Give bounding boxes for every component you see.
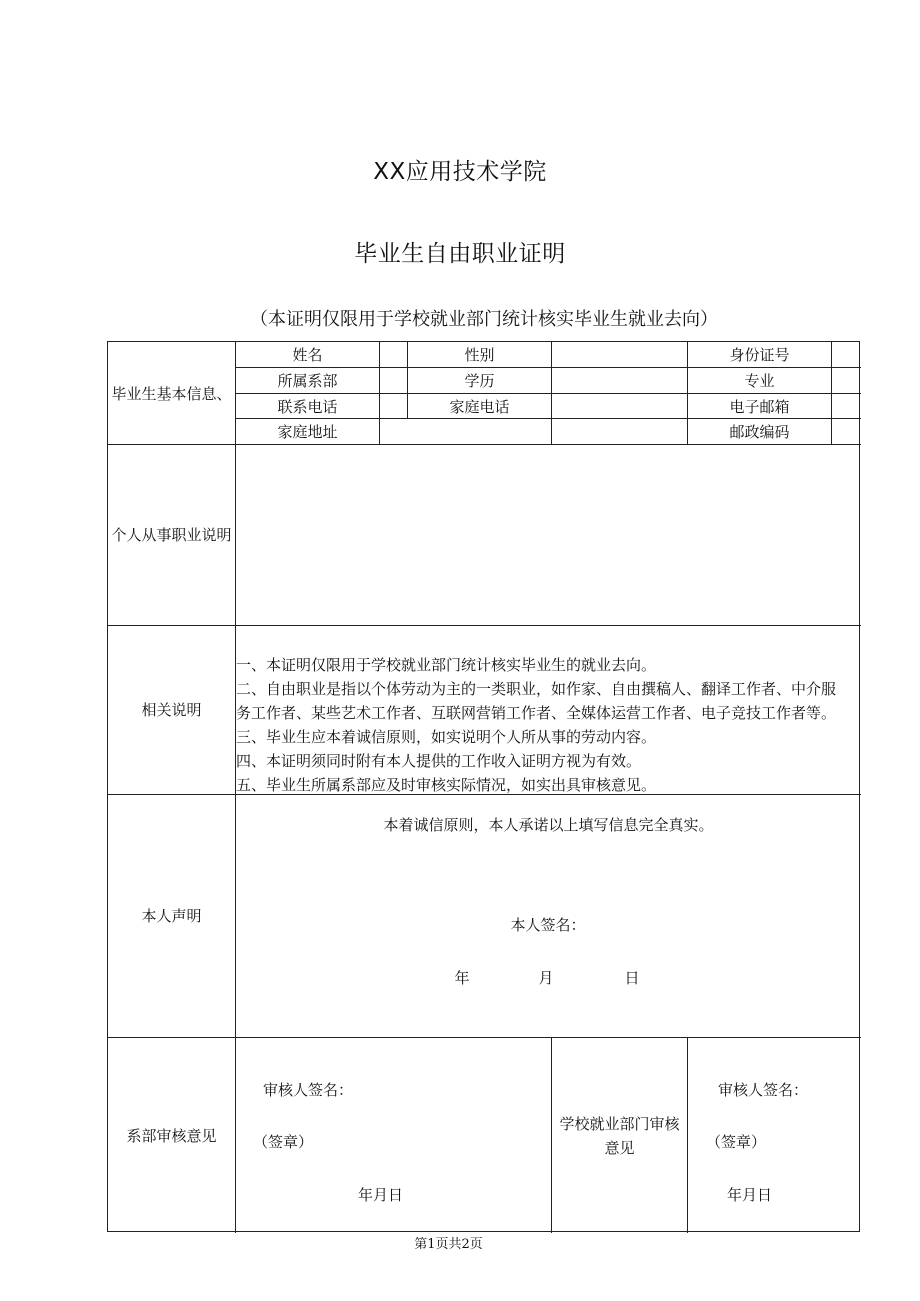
school-name: XX应用技术学院 — [373, 159, 547, 185]
declaration-day: 日 — [624, 968, 640, 987]
department-label: 所属系部 — [277, 372, 338, 390]
notes-item-1: 一、本证明仅限用于学校就业部门统计核实毕业生的就业去向。 — [236, 656, 657, 674]
dept-seal: （签章） — [253, 1132, 314, 1151]
major-field[interactable] — [832, 368, 861, 393]
notes-item-5: 五、毕业生所属系部应及时审核实际情况，如实出具审核意见。 — [236, 776, 657, 794]
phone-field[interactable] — [380, 394, 407, 418]
id-number-field[interactable] — [832, 342, 861, 367]
dept-reviewer-signature: 审核人签名： — [263, 1080, 354, 1099]
major-label: 专业 — [744, 372, 775, 390]
notes-item-4: 四、本证明须同时附有本人提供的工作收入证明方视为有效。 — [236, 752, 642, 770]
usage-note: （本证明仅限用于学校就业部门统计核实毕业生就业去向） — [250, 309, 718, 330]
education-field[interactable] — [552, 368, 687, 393]
notes-label: 相关说明 — [141, 701, 202, 719]
name-label: 姓名 — [292, 346, 323, 364]
home-phone-label: 家庭电话 — [449, 397, 510, 416]
dept-review-label: 系部审核意见 — [126, 1126, 217, 1145]
phone-label: 联系电话 — [277, 397, 338, 416]
school-review-label — [552, 1112, 687, 1160]
school-reviewer-signature: 审核人签名： — [718, 1080, 809, 1099]
education-label: 学历 — [464, 372, 495, 390]
notes-item-2-cont: 务工作者、某些艺术工作者、互联网营销工作者、全媒体运营工作者、电子竞技工作者等。 — [236, 704, 837, 722]
declaration-month: 月 — [538, 968, 554, 987]
home-address-label: 家庭地址 — [277, 423, 338, 441]
school-review-label-line1: 学校就业部门审核 — [559, 1115, 680, 1133]
postal-code-field[interactable] — [832, 419, 861, 444]
declaration-year: 年 — [454, 968, 470, 987]
declaration-statement: 本着诚信原则，本人承诺以上填写信息完全真实。 — [383, 815, 714, 834]
home-address-field[interactable] — [380, 419, 687, 444]
gender-field[interactable] — [552, 342, 687, 367]
occupation-field[interactable] — [236, 445, 861, 625]
name-field[interactable] — [380, 342, 407, 367]
occupation-label: 个人从事职业说明 — [111, 526, 232, 544]
page-footer: 第1页共2页 — [414, 1237, 483, 1252]
id-number-label: 身份证号 — [729, 346, 790, 364]
declaration-signature: 本人签名： — [510, 915, 586, 934]
notes-list — [236, 653, 861, 797]
department-field[interactable] — [380, 368, 407, 393]
dept-date: 年月日 — [358, 1185, 404, 1204]
review-col-line-2 — [687, 1037, 688, 1233]
basic-info-label: 毕业生基本信息、 — [111, 384, 232, 403]
document-title: 毕业生自由职业证明 — [354, 241, 566, 267]
school-date: 年月日 — [727, 1185, 773, 1204]
school-seal: （签章） — [706, 1132, 767, 1151]
email-field[interactable] — [832, 394, 861, 418]
declaration-label: 本人声明 — [141, 907, 202, 925]
home-phone-field[interactable] — [552, 394, 687, 418]
email-label: 电子邮箱 — [729, 397, 790, 416]
postal-code-label: 邮政编码 — [729, 423, 790, 441]
notes-item-3: 三、毕业生应本着诚信原则，如实说明个人所从事的劳动内容。 — [236, 728, 657, 746]
school-review-label-line2: 意见 — [604, 1139, 635, 1157]
gender-label: 性别 — [464, 346, 495, 364]
certificate-form — [107, 341, 860, 1232]
notes-item-2: 二、自由职业是指以个体劳动为主的一类职业，如作家、自由撰稿人、翻译工作者、中介服 — [236, 680, 837, 698]
